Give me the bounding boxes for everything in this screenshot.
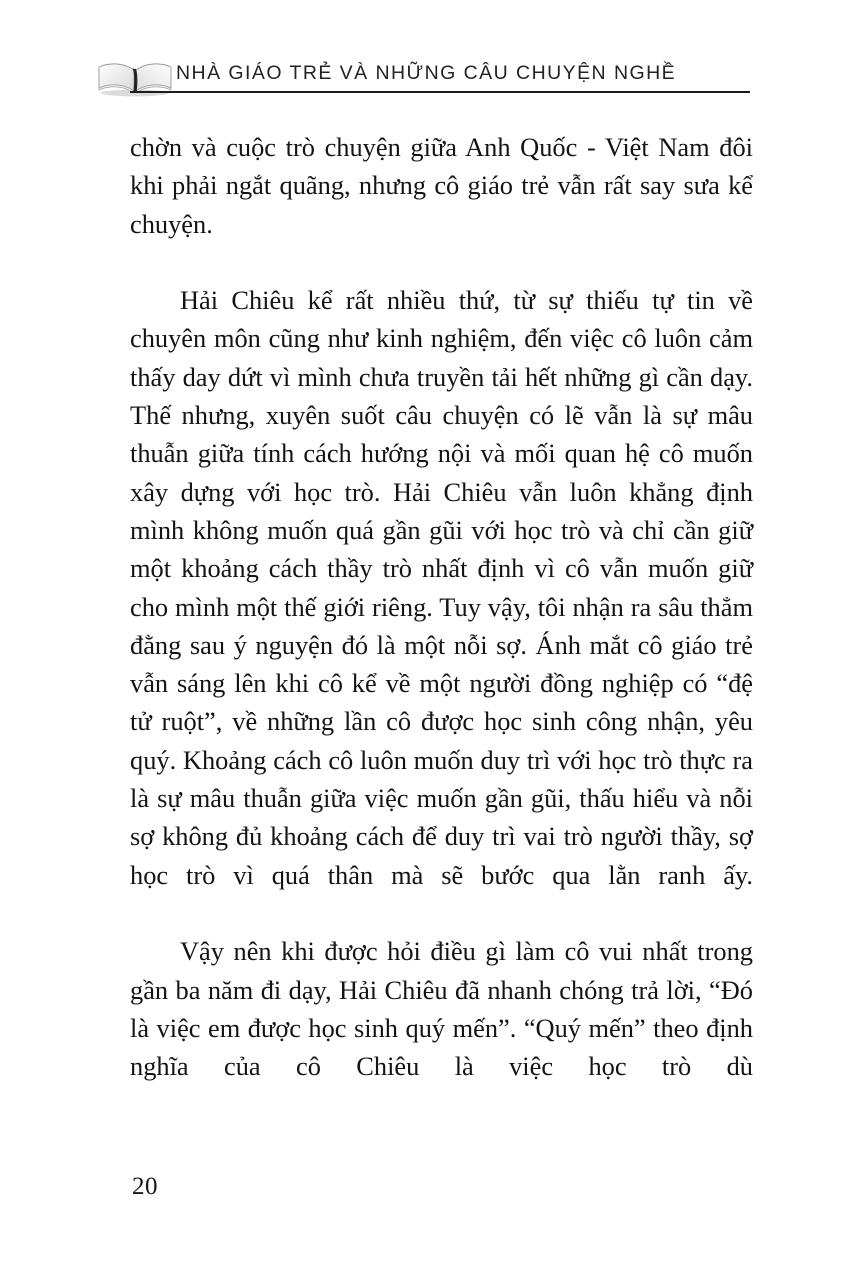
paragraph: chờn và cuộc trò chuyện giữa Anh Quốc - Việt Nam đôi khi phải ngắt quãng, nhưng cô giáo trẻ vẫn rất say sưa kể chuyện. (130, 132, 753, 239)
paragraph: Vậy nên khi được hỏi điều gì làm cô vui nhất trong gần ba năm đi dạy, Hải Chiêu đã nhanh chóng trả lời, “Đó là việc em được học sinh quý mến”. “Quý mến” theo định nghĩa của cô Chiêu là việc học trò dù (130, 936, 753, 1082)
page-body (130, 128, 753, 1124)
header-divider (130, 91, 750, 93)
page-number: 20 (132, 1173, 158, 1200)
page-header (96, 56, 756, 104)
paragraph: Hải Chiêu kể rất nhiều thứ, từ sự thiếu tự tin về chuyên môn cũng như kinh nghiệm, đến việc cô luôn cảm thấy day dứt vì mình chưa truyền tải hết những gì cần dạy. Thế nhưng, xuyên suốt câu chuyện có lẽ vẫn là sự mâu thuẫn giữa tính cách hướng nội và mối quan hệ cô muốn xây dựng với học trò. Hải Chiêu vẫn luôn khẳng định mình không muốn quá gần gũi với học trò và chỉ cần giữ một khoảng cách thầy trò nhất định vì cô vẫn muốn giữ cho mình một thế giới riêng. Tuy vậy, tôi nhận ra sâu thẳm đằng sau ý nguyện đó là một nỗi sợ. Ánh mắt cô giáo trẻ vẫn sáng lên khi cô kể về một người đồng nghiệp có “đệ tử ruột”, về những lần cô được học sinh công nhận, yêu quý. Khoảng cách cô luôn muốn duy trì với học trò thực ra là sự mâu thuẫn giữa việc muốn gần gũi, thấu hiểu và nỗi sợ không đủ khoảng cách để duy trì vai trò người thầy, sợ học trò vì quá thân mà sẽ bước qua lằn ranh ấy. (130, 285, 753, 890)
page-header-title: NHÀ GIÁO TRẺ VÀ NHỮNG CÂU CHUYỆN NGHỀ (176, 62, 677, 84)
